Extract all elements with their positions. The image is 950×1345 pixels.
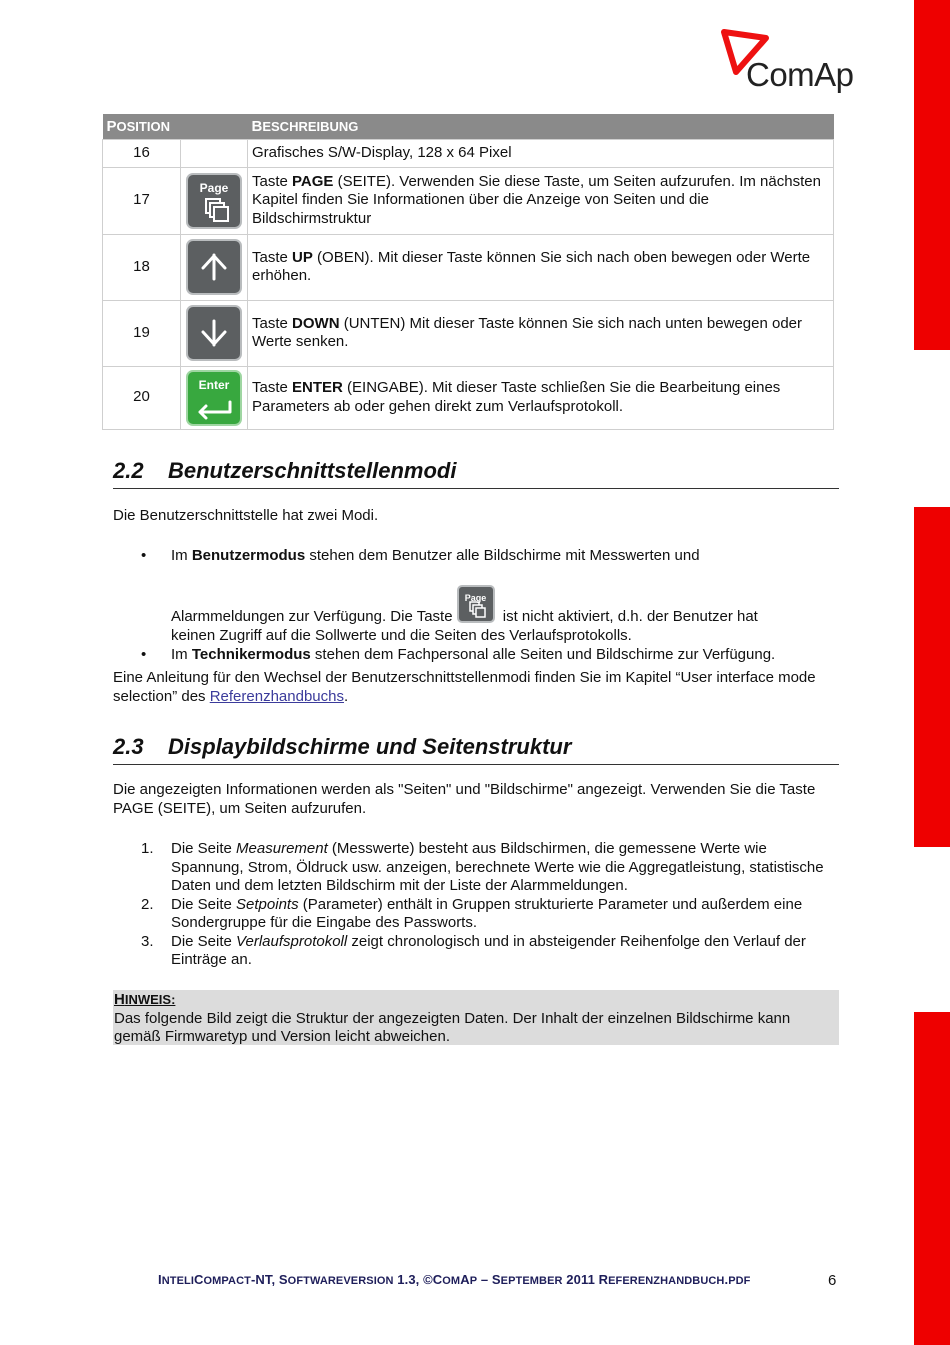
list-item: 1. Die Seite Measurement (Messwerte) besteht aus Bildschirmen, die gemessene Werte wie Spannung, Strom, Öldruck usw. anzeigen, berechnete Werte wie die Aggregatleistung, statistische Daten und dem letzten Bildschirm mit der Liste der Alarmmeldungen.	[141, 840, 824, 894]
margin-red-bar-top	[914, 0, 950, 350]
up-key-icon	[186, 239, 242, 295]
table-row	[103, 167, 834, 234]
row-position: 20	[103, 366, 181, 429]
row-icon-cell	[181, 139, 248, 167]
row-description: Taste UP (OBEN). Mit dieser Taste können Sie sich nach oben bewegen oder Werte erhöhen.	[248, 234, 834, 300]
hint-text: Das folgende Bild zeigt die Struktur der angezeigten Daten. Der Inhalt der einzelnen Bildschirme kann gemäß Firmwaretyp und Version leicht abweichen.	[114, 1009, 791, 1045]
list-item: 2. Die Seite Setpoints (Parameter) enthält in Gruppen strukturierte Parameter und außerdem eine Sondergruppe für die Eingabe des Passworts.	[141, 895, 803, 931]
row-position: 18	[103, 234, 181, 300]
table-row	[103, 300, 834, 366]
section-2-3-intro: Die angezeigten Informationen werden als "Seiten" und "Bildschirme" angezeigt. Verwenden Sie die Taste PAGE (SEITE), um Seiten aufzurufen.	[113, 781, 816, 817]
header-description: BESCHREIBUNG	[248, 114, 834, 139]
page-footer: INTELICOMPACT-NT, SOFTWAREVERSION 1.3, ©COMAP – SEPTEMBER 2011 REFERENZHANDBUCH.PDF	[158, 1272, 751, 1287]
header-position: POSITION	[103, 114, 181, 139]
page-structure-list	[113, 840, 839, 970]
hint-box	[113, 990, 839, 1045]
row-description: Grafisches S/W-Display, 128 x 64 Pixel	[248, 139, 834, 167]
table-header-row	[103, 114, 834, 139]
list-item: • Im Benutzermodus stehen dem Benutzer alle Bildschirme mit Messwerten und	[141, 547, 700, 564]
list-item-continued: keinen Zugriff auf die Sollwerte und die Seiten des Verlaufsprotokolls.	[171, 627, 632, 644]
down-key-icon	[186, 305, 242, 361]
keys-table	[102, 114, 834, 430]
row-position: 17	[103, 167, 181, 234]
row-description: Taste DOWN (UNTEN) Mit dieser Taste können Sie sich nach unten bewegen oder Werte senken.	[248, 300, 834, 366]
referenzhandbuch-link[interactable]: Referenzhandbuchs	[209, 688, 344, 705]
section-heading-2-2: 2.2 Benutzerschnittstellenmodi	[113, 458, 839, 489]
hint-title: HINWEIS:	[114, 991, 176, 1008]
section-2-2-note: Eine Anleitung für den Wechsel der Benutzerschnittstellenmodi finden Sie im Kapitel “User interface mode selection” des Referenzhandbuchs.	[113, 669, 816, 705]
row-description: Taste PAGE (SEITE). Verwenden Sie diese Taste, um Seiten aufzurufen. Im nächsten Kapitel finden Sie Informationen über die Anzeige von Seiten und die Bildschirmstruktur	[248, 167, 834, 234]
list-item: • Im Technikermodus stehen dem Fachpersonal alle Seiten und Bildschirme zur Verfügung.	[141, 646, 776, 663]
margin-red-bar-middle	[914, 507, 950, 847]
table-row	[103, 139, 834, 167]
row-position: 19	[103, 300, 181, 366]
comap-logo	[720, 28, 860, 98]
logo-text: ComAp	[746, 56, 854, 93]
table-row	[103, 234, 834, 300]
list-item-continued: Alarmmeldungen zur Verfügung. Die Taste Page ist nicht aktiviert, d.h. der Benutzer hat	[113, 585, 839, 626]
row-position: 16	[103, 139, 181, 167]
section-2-2-intro: Die Benutzerschnittstelle hat zwei Modi.	[113, 507, 379, 524]
section-heading-2-3: 2.3 Displaybildschirme und Seitenstruktur	[113, 734, 839, 765]
mode-bullet-list	[113, 546, 839, 664]
table-row	[103, 366, 834, 429]
margin-red-bar-bottom	[914, 1012, 950, 1345]
enter-key-icon: Enter	[186, 370, 242, 426]
page-key-inline-icon: Page	[457, 585, 495, 623]
page-key-icon: Page	[186, 173, 242, 229]
page-number: 6	[828, 1272, 837, 1289]
header-icon	[181, 114, 248, 139]
list-item: 3. Die Seite Verlaufsprotokoll zeigt chronologisch und in absteigender Reihenfolge den Verlauf der Einträge an.	[141, 932, 806, 968]
row-description: Taste ENTER (EINGABE). Mit dieser Taste schließen Sie die Bearbeitung eines Parameters ab oder gehen direkt zum Verlaufsprotokoll.	[248, 366, 834, 429]
